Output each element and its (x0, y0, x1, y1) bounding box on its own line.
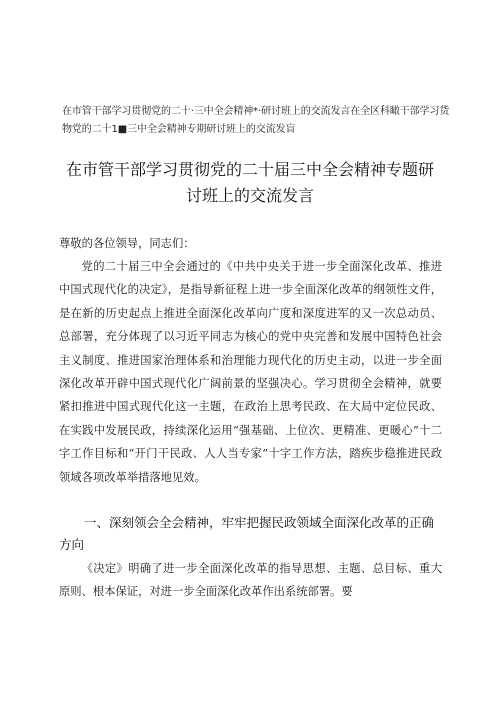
body-paragraph-1: 党的二十届三中全会通过的《中共中央关于进一步全面深化改革、推进中国式现代化的决定》，是指导新征程上进一步全面深化改革的纲领性文件，是在新的历史起点上推进全面深化改革向广度和深度进军的又一次总动员、总部署，充分体现了以习近平同志为核心的党中央完善和发展中国特色社会主义制度、推进国家治理体系和治理能力现代化的历史主动，以进一步全面深化改革开辟中国式现代化广阔前景的坚强决心。学习贯彻全会精神，就要紧扣推进中国式现代化这一主题，在政治上思考民政、在大局中定位民政、在实践中发展民政，持续深化运用“强基础、上位次、更精准、更暖心”十二字工作目标和“开门干民政、人人当专家”十字工作方法，踏疾步稳推进民政领域各项改革举措落地见效。 (59, 260, 442, 484)
document-header-title: 在市管干部学习贯彻党的二十·三中全会精神*·研讨班上的交流发言在全区科瞰干部学习货物党的二十1■三中全会精神专期研讨班上的交流发盲 (62, 106, 450, 135)
body-paragraph-2: 《决定》明确了进一步全面深化改革的指导思想、主题、总目标、重大原则、根本保证，对进一步全面深化改革作出系统部署。要 (59, 562, 442, 599)
salutation: 尊敬的各位领导，同志们： (59, 237, 195, 250)
document-main-title: 在市管干部学习贯彻党的二十届三中全会精神专题研讨班上的交流发言 (65, 160, 434, 205)
section-heading-1: 一、深刻领会全会精神，牢牢把握民政领域全面深化改革的正确方向 (59, 515, 435, 552)
